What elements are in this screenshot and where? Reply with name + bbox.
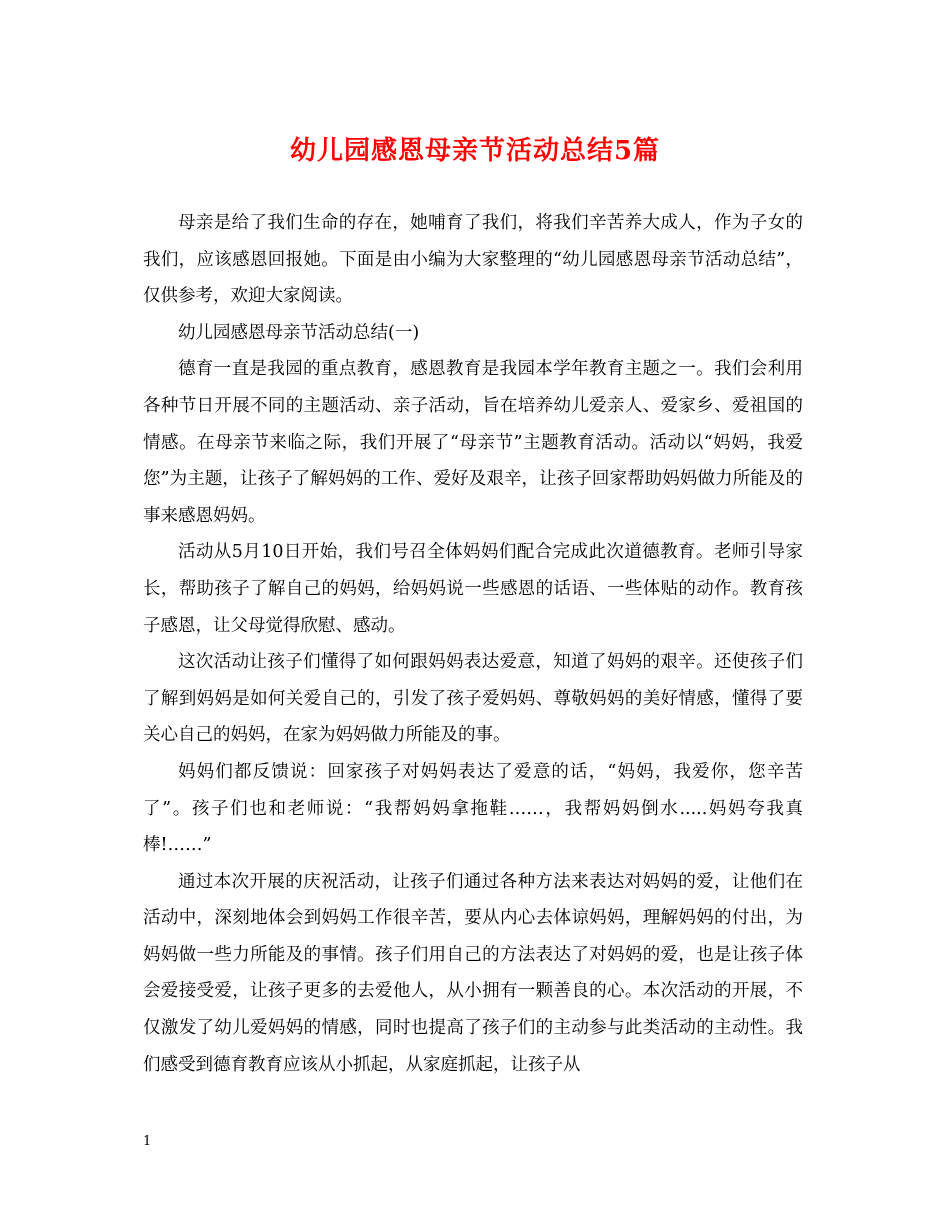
section-heading: 幼儿园感恩母亲节活动总结(一)	[178, 322, 420, 343]
paragraph: 德育一直是我园的重点教育，感恩教育是我园本学年教育主题之一。我们会利用各种节日开展不同的主题活动、亲子活动，旨在培养幼儿爱亲人、爱家乡、爱祖国的情感。在母亲节来临之际，我们开展了“母亲节”主题教育活动。活动以“妈妈，我爱您”为主题，让孩子了解妈妈的工作、爱好及艰辛，让孩子回家帮助妈妈做力所能及的事来感恩妈妈。	[143, 359, 803, 526]
paragraph: 通过本次开展的庆祝活动，让孩子们通过各种方法来表达对妈妈的爱，让他们在活动中，深刻地体会到妈妈工作很辛苦，要从内心去体谅妈妈，理解妈妈的付出，为妈妈做一些力所能及的事情。孩子们用自己的方法表达了对妈妈的爱，也是让孩子体会爱接受爱，让孩子更多的去爱他人，从小拥有一颗善良的心。本次活动的开展，不仅激发了幼儿爱妈妈的情感，同时也提高了孩子们的主动参与此类活动的主动性。我们感受到德育教育应该从小抓起，从家庭抓起，让孩子从	[143, 871, 803, 1075]
paragraph-intro: 母亲是给了我们生命的存在，她哺育了我们，将我们辛苦养大成人，作为子女的我们，应该感恩回报她。下面是由小编为大家整理的“幼儿园感恩母亲节活动总结”，仅供参考，欢迎大家阅读。	[143, 213, 803, 307]
document-title: 幼儿园感恩母亲节活动总结5篇	[289, 136, 661, 166]
paragraph: 这次活动让孩子们懂得了如何跟妈妈表达爱意，知道了妈妈的艰辛。还使孩子们了解到妈妈是如何关爱自己的，引发了孩子爱妈妈、尊敬妈妈的美好情感，懂得了要关心自己的妈妈，在家为妈妈做力所能及的事。	[143, 652, 803, 746]
paragraph: 活动从5月10日开始，我们号召全体妈妈们配合完成此次道德教育。老师引导家长，帮助孩子了解自己的妈妈，给妈妈说一些感恩的话语、一些体贴的动作。教育孩子感恩，让父母觉得欣慰、感动。	[143, 542, 803, 636]
document-body	[143, 205, 803, 1083]
paragraph: 妈妈们都反馈说：回家孩子对妈妈表达了爱意的话，“妈妈，我爱你，您辛苦了”。孩子们也和老师说：“我帮妈妈拿拖鞋……，我帮妈妈倒水.....妈妈夸我真棒!……”	[143, 761, 803, 856]
page-number: 1	[143, 1134, 152, 1149]
